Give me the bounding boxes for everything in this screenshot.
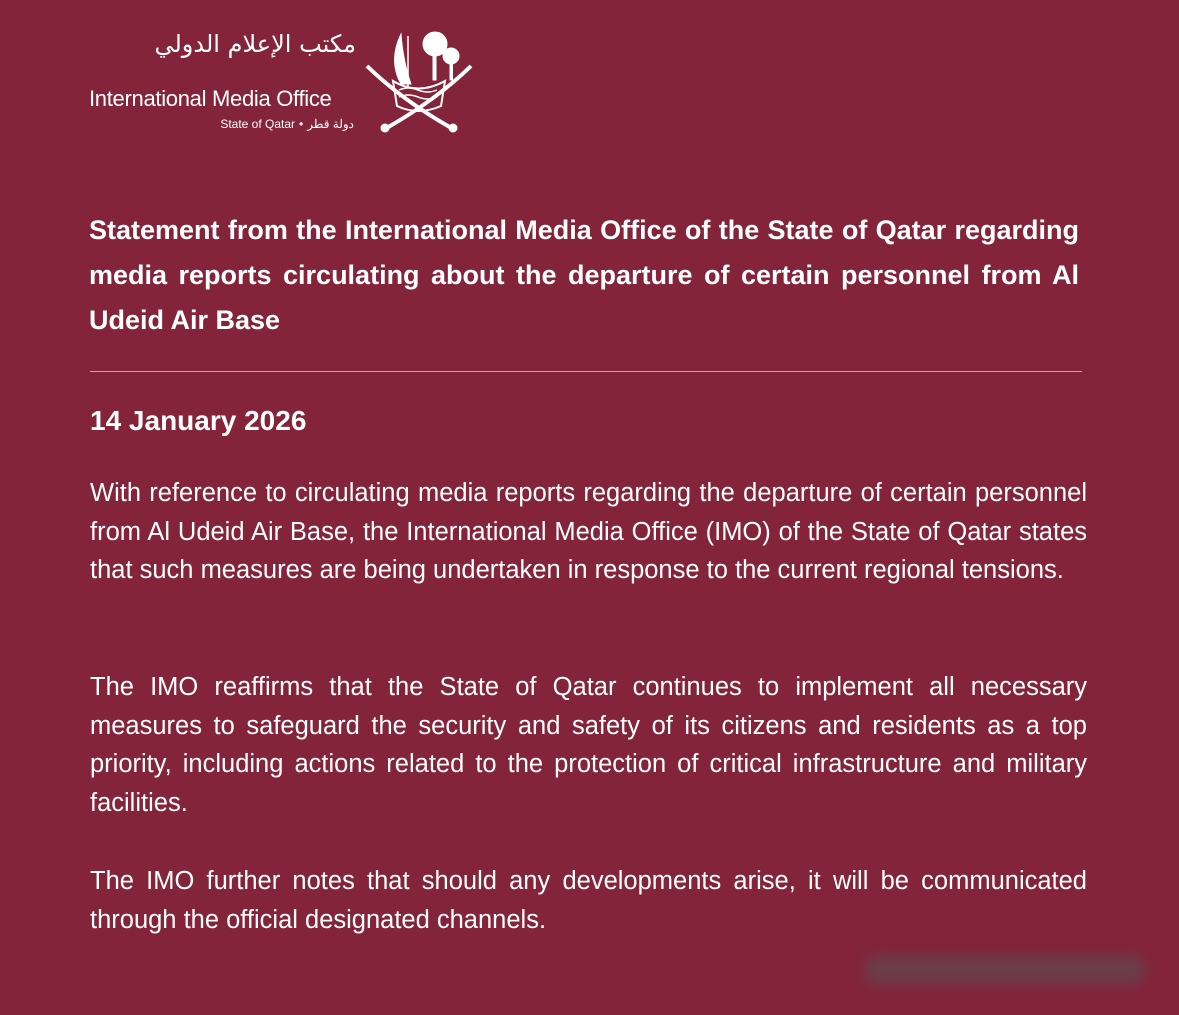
paragraph-2: The IMO reaffirms that the State of Qatar continues to implement all necessary measures to safeguard the security and safety of its citizens and residents as a top priority, including actions related to the protection of critical infrastructure and military facilities. — [90, 673, 1087, 817]
blurred-watermark — [865, 955, 1145, 985]
logo-arabic-title: مكتب الإعلام الدولي — [154, 30, 356, 58]
statement-headline: Statement from the International Media Office of the State of Qatar regarding media reports circulating about the departure of certain personnel from Al Udeid Air Base — [89, 215, 1079, 335]
qatar-emblem-icon — [363, 26, 475, 136]
logo-subtitle — [174, 117, 356, 131]
statement-date: 14 January 2026 — [90, 405, 307, 436]
state-english: State of Qatar — [220, 117, 296, 131]
divider — [90, 371, 1082, 372]
separator: • — [299, 117, 304, 131]
paragraph-1: With reference to circulating media reports regarding the departure of certain personnel from Al Udeid Air Base, the International Media Office (IMO) of the State of Qatar states that such measures are being undertaken in response to the current regional tensions. — [90, 479, 1087, 584]
logo-english-title: International Media Office — [89, 86, 332, 111]
state-arabic: دولة قطر — [307, 117, 354, 131]
paragraph-3: The IMO further notes that should any developments arise, it will be communicated through the official designated channels. — [90, 867, 1087, 934]
